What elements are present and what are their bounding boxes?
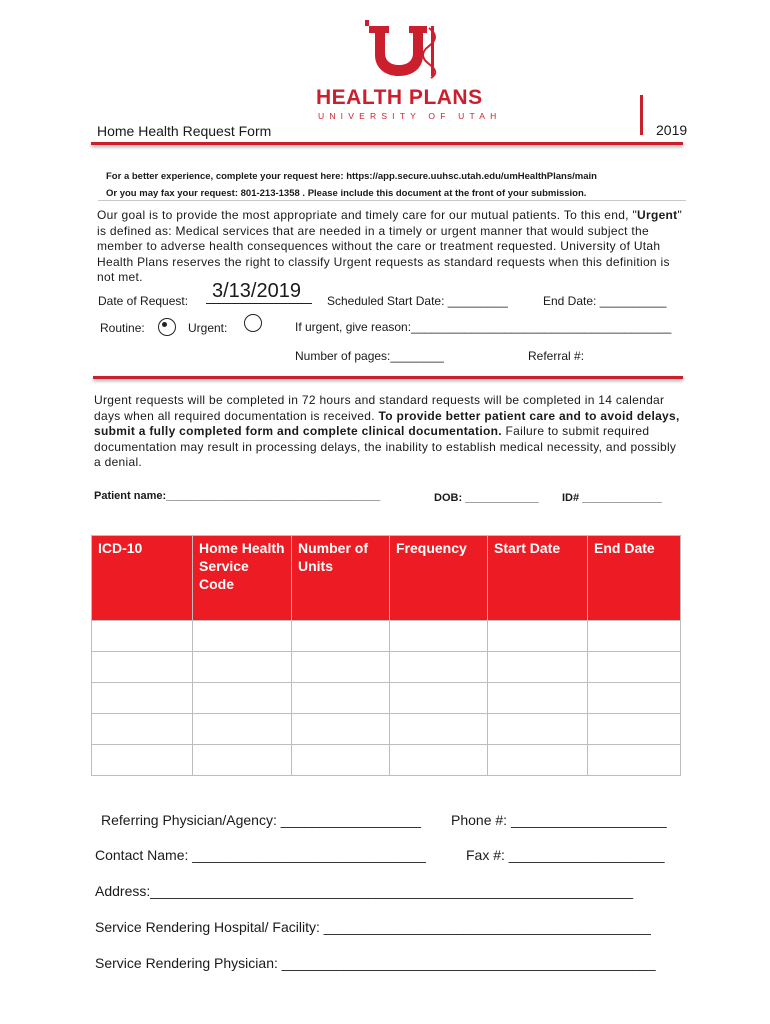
table-cell[interactable] — [193, 652, 292, 683]
end-date-field[interactable]: End Date: __________ — [543, 294, 667, 308]
table-cell[interactable] — [390, 652, 488, 683]
table-cell[interactable] — [92, 745, 193, 776]
table-row — [92, 714, 681, 745]
table-row — [92, 652, 681, 683]
table-cell[interactable] — [588, 683, 681, 714]
table-row — [92, 745, 681, 776]
fax-note: Or you may fax your request: 801-213-1358 . Please include this document at the front of your submission. — [106, 188, 587, 199]
col-service-code: Home Health Service Code — [193, 536, 292, 621]
patient-name-field[interactable]: Patient name:___________________________________ — [94, 490, 381, 502]
online-note: For a better experience, complete your request here: https://app.secure.uuhsc.utah.edu/umHealthPlans/main — [106, 171, 597, 182]
table-cell[interactable] — [488, 714, 588, 745]
policy-emphasis: To provide better patient care and to avoid delays, submit a fully completed form and complete clinical documentation. — [94, 408, 680, 439]
fax-field[interactable]: Fax #: ____________________ — [466, 847, 665, 863]
section-rule — [93, 376, 683, 379]
contact-name-field[interactable]: Contact Name: ______________________________ — [95, 847, 426, 863]
table-cell[interactable] — [292, 652, 390, 683]
number-of-pages-field[interactable]: Number of pages:________ — [295, 349, 444, 363]
urgent-radio[interactable] — [244, 314, 262, 332]
table-cell[interactable] — [193, 683, 292, 714]
table-cell[interactable] — [488, 683, 588, 714]
service-hospital-field[interactable]: Service Rendering Hospital/ Facility: __________________________________________ — [95, 919, 651, 935]
table-cell[interactable] — [390, 714, 488, 745]
table-cell[interactable] — [92, 621, 193, 652]
note-divider — [98, 200, 686, 201]
intro-text-2: " is defined as: Medical services that are needed in a timely or urgent manner that would subject the member to adverse health consequences without the care or treatment requested. University of Utah Health Plans reserves the right to classify Urgent requests as standard requests when this definition is not met. — [97, 208, 683, 285]
col-icd10: ICD-10 — [92, 536, 193, 621]
table-cell[interactable] — [292, 714, 390, 745]
service-table — [91, 535, 681, 776]
table-cell[interactable] — [588, 714, 681, 745]
table-cell[interactable] — [92, 714, 193, 745]
table-cell[interactable] — [390, 745, 488, 776]
form-year: 2019 — [656, 122, 688, 138]
table-cell[interactable] — [390, 621, 488, 652]
form-title: Home Health Request Form — [97, 123, 272, 139]
header-rule — [91, 142, 683, 145]
date-of-request-label: Date of Request: — [98, 294, 189, 308]
address-field[interactable]: Address:______________________________________________________________ — [95, 883, 633, 899]
table-cell[interactable] — [193, 621, 292, 652]
header-divider — [640, 95, 643, 135]
intro-paragraph — [97, 208, 689, 286]
policy-rest: Failure to submit required documentation may result in processing delays, the inability to establish medical necessity, and possibly a denial. — [94, 424, 677, 470]
id-field[interactable]: ID# _____________ — [562, 492, 662, 504]
urgent-reason-field[interactable]: If urgent, give reason:_______________________________________ — [295, 320, 672, 334]
table-cell[interactable] — [92, 683, 193, 714]
table-header-row — [92, 536, 681, 621]
col-units: Number of Units — [292, 536, 390, 621]
policy-paragraph — [94, 393, 684, 471]
col-start-date: Start Date — [488, 536, 588, 621]
table-cell[interactable] — [193, 745, 292, 776]
u-logo-icon — [365, 20, 440, 80]
date-of-request-field[interactable]: 3/13/2019 — [206, 280, 312, 304]
routine-radio[interactable] — [158, 318, 176, 336]
service-physician-field[interactable]: Service Rendering Physician: ________________________________________________ — [95, 955, 656, 971]
table-cell[interactable] — [390, 683, 488, 714]
urgent-label: Urgent: — [188, 321, 228, 335]
col-end-date: End Date — [588, 536, 681, 621]
policy-line: Urgent requests will be completed in 72 hours and standard requests will be completed in 14 calendar days when all required documentation is received. — [94, 393, 665, 423]
table-row — [92, 621, 681, 652]
referral-number-field[interactable]: Referral #: — [528, 349, 585, 363]
intro-text-1: Our goal is to provide the most appropriate and timely care for our mutual patients. To this end, " — [97, 208, 638, 222]
table-cell[interactable] — [588, 745, 681, 776]
scheduled-start-date-field[interactable]: Scheduled Start Date: _________ — [327, 294, 508, 308]
table-cell[interactable] — [92, 652, 193, 683]
table-row — [92, 683, 681, 714]
urgent-term: Urgent — [637, 208, 678, 222]
table-cell[interactable] — [193, 714, 292, 745]
table-cell[interactable] — [488, 745, 588, 776]
table-cell[interactable] — [292, 621, 390, 652]
table-cell[interactable] — [588, 652, 681, 683]
table-cell[interactable] — [488, 621, 588, 652]
routine-label: Routine: — [100, 321, 145, 335]
org-name: HEALTH PLANS — [316, 86, 483, 109]
col-frequency: Frequency — [390, 536, 488, 621]
table-cell[interactable] — [292, 745, 390, 776]
table-cell[interactable] — [588, 621, 681, 652]
table-cell[interactable] — [488, 652, 588, 683]
phone-field[interactable]: Phone #: ____________________ — [451, 812, 667, 828]
referring-physician-field[interactable]: Referring Physician/Agency: __________________ — [101, 812, 421, 828]
dob-field[interactable]: DOB: ____________ — [434, 492, 539, 504]
org-subtitle: UNIVERSITY OF UTAH — [318, 111, 502, 121]
table-cell[interactable] — [292, 683, 390, 714]
